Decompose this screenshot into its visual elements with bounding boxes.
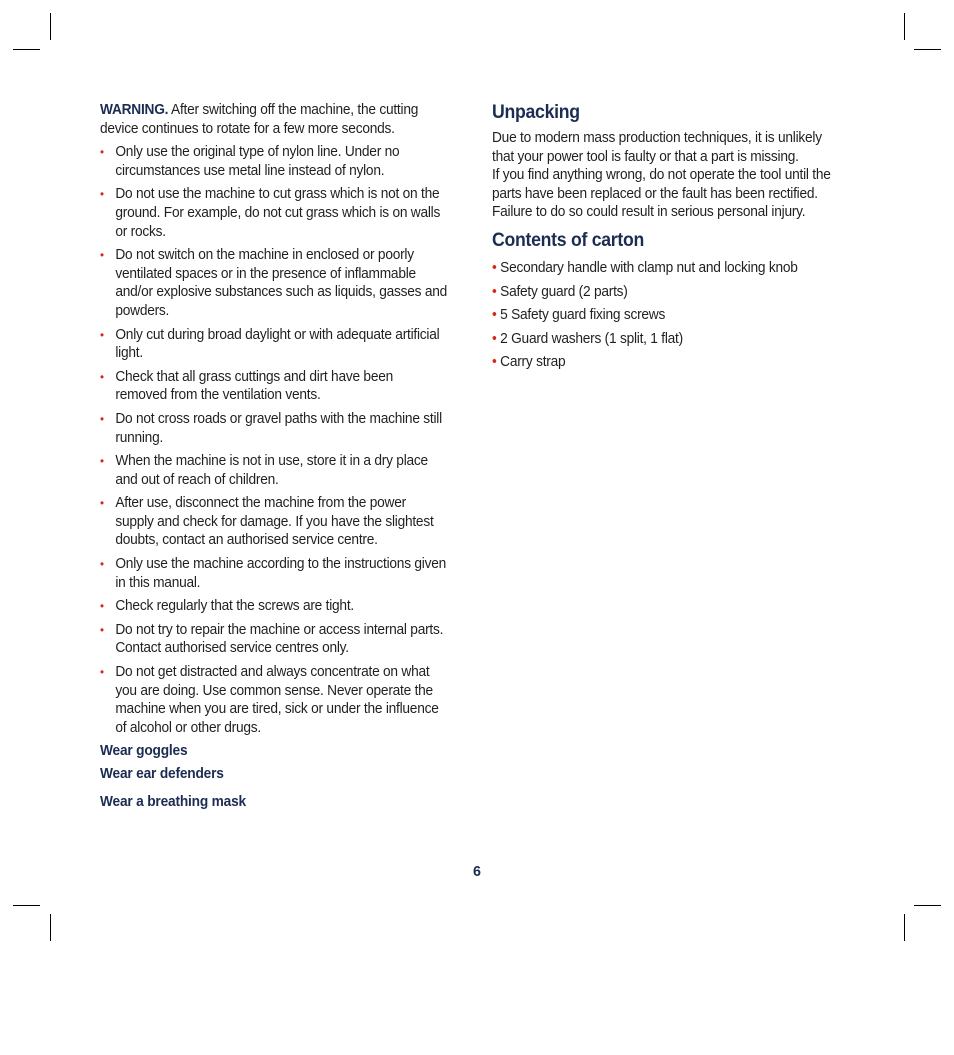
crop-mark-top-right-vertical <box>904 13 905 40</box>
safety-item-text: Check regularly that the screws are tight. <box>115 598 354 615</box>
safety-item-text: Do not get distracted and always concentrate on what you are doing. Use common sense. Never operate the machine when you are tired, sick or under the influence of alcohol or other drugs. <box>115 664 439 736</box>
crop-mark-bottom-left-horizontal <box>13 905 40 906</box>
safety-list-item <box>100 326 448 363</box>
safety-list-item <box>100 663 448 737</box>
unpacking-body <box>492 129 838 222</box>
bullet-icon: • <box>100 599 104 614</box>
safety-list-item <box>100 494 448 550</box>
bullet-icon: • <box>492 307 497 324</box>
warning-label: WARNING. <box>100 102 169 118</box>
contents-item-text: Carry strap <box>500 354 566 371</box>
safety-item-text: Check that all grass cuttings and dirt have been removed from the ventilation vents. <box>115 368 394 404</box>
page-number: 6 <box>473 864 481 880</box>
crop-mark-top-right-horizontal <box>914 49 941 50</box>
bullet-icon: • <box>100 145 104 160</box>
bullet-icon: • <box>100 411 104 426</box>
bullet-icon: • <box>100 622 104 637</box>
bullet-icon: • <box>492 354 497 371</box>
contents-list-item <box>492 259 838 278</box>
bullet-icon: • <box>100 557 104 572</box>
crop-mark-bottom-right-vertical <box>904 914 905 941</box>
wear-ear-defenders: Wear ear defenders <box>100 766 224 782</box>
safety-list-item <box>100 185 448 241</box>
safety-list-item <box>100 555 448 592</box>
safety-list-item <box>100 143 448 180</box>
contents-heading: Contents of carton <box>492 229 645 251</box>
safety-item-text: Do not use the machine to cut grass which is not on the ground. For example, do not cut grass which is on walls or rocks. <box>115 186 441 240</box>
contents-item-text: Safety guard (2 parts) <box>500 283 628 300</box>
safety-item-text: When the machine is not in use, store it in a dry place and out of reach of children. <box>115 453 428 488</box>
unpacking-heading: Unpacking <box>492 102 580 123</box>
contents-item-text: Secondary handle with clamp nut and locking knob <box>500 259 798 276</box>
wear-breathing-mask: Wear a breathing mask <box>100 793 246 810</box>
unpacking-paragraph-1: Due to modern mass production techniques, it is unlikely that your power tool is faulty or that a part is missing. <box>492 130 822 165</box>
bullet-icon: • <box>100 496 104 511</box>
contents-list-item <box>492 306 838 325</box>
crop-mark-bottom-right-horizontal <box>914 905 941 906</box>
crop-mark-top-left-horizontal <box>13 49 40 50</box>
safety-item-text: Only use the machine according to the instructions given in this manual. <box>115 556 447 591</box>
bullet-icon: • <box>492 330 497 347</box>
bullet-icon: • <box>100 454 104 469</box>
contents-list-item <box>492 353 838 372</box>
contents-list-item <box>492 330 838 349</box>
warning-paragraph <box>100 101 448 138</box>
unpacking-paragraph-2: If you find anything wrong, do not operate the tool until the parts have been replaced or the fault has been rectified. Failure to do so could result in serious personal injury. <box>492 167 831 221</box>
unpacking-section <box>492 101 852 222</box>
safety-item-text: Do not cross roads or gravel paths with the machine still running. <box>115 410 442 446</box>
contents-list-item <box>492 283 838 302</box>
bullet-icon: • <box>492 259 497 276</box>
bullet-icon: • <box>492 283 497 300</box>
safety-list-item <box>100 368 448 405</box>
bullet-icon: • <box>100 327 104 342</box>
safety-item-text: Do not try to repair the machine or access internal parts. Contact authorised service centres only. <box>115 621 444 657</box>
safety-item-text: Only cut during broad daylight or with adequate artificial light. <box>115 326 440 362</box>
contents-item-text: 5 Safety guard fixing screws <box>500 307 666 324</box>
safety-list-item <box>100 410 448 447</box>
contents-list <box>492 259 838 372</box>
bullet-icon: • <box>100 187 104 202</box>
safety-item-text: After use, disconnect the machine from the power supply and check for damage. If you have the slightest doubts, contact an authorised service centre. <box>115 495 434 549</box>
crop-mark-top-left-vertical <box>50 13 51 40</box>
safety-list-item <box>100 452 448 489</box>
bullet-icon: • <box>100 248 104 263</box>
right-column <box>492 101 852 377</box>
safety-item-text: Only use the original type of nylon line. Under no circumstances use metal line instead of nylon. <box>115 144 400 179</box>
contents-item-text: 2 Guard washers (1 split, 1 flat) <box>500 330 683 347</box>
safety-item-text: Do not switch on the machine in enclosed or poorly ventilated spaces or in the presence of inflammable and/or explosive substances such as liquids, gasses and powders. <box>115 247 448 319</box>
bullet-icon: • <box>100 665 104 680</box>
wear-goggles: Wear goggles <box>100 743 188 760</box>
crop-mark-bottom-left-vertical <box>50 914 51 941</box>
safety-list-item <box>100 621 448 658</box>
warning-text: After switching off the machine, the cutting device continues to rotate for a few more seconds. <box>100 102 419 137</box>
left-column <box>100 101 462 811</box>
contents-section <box>492 229 852 372</box>
bullet-icon: • <box>100 369 104 384</box>
safety-list <box>100 143 448 737</box>
safety-list-item <box>100 246 448 320</box>
safety-list-item <box>100 597 448 616</box>
